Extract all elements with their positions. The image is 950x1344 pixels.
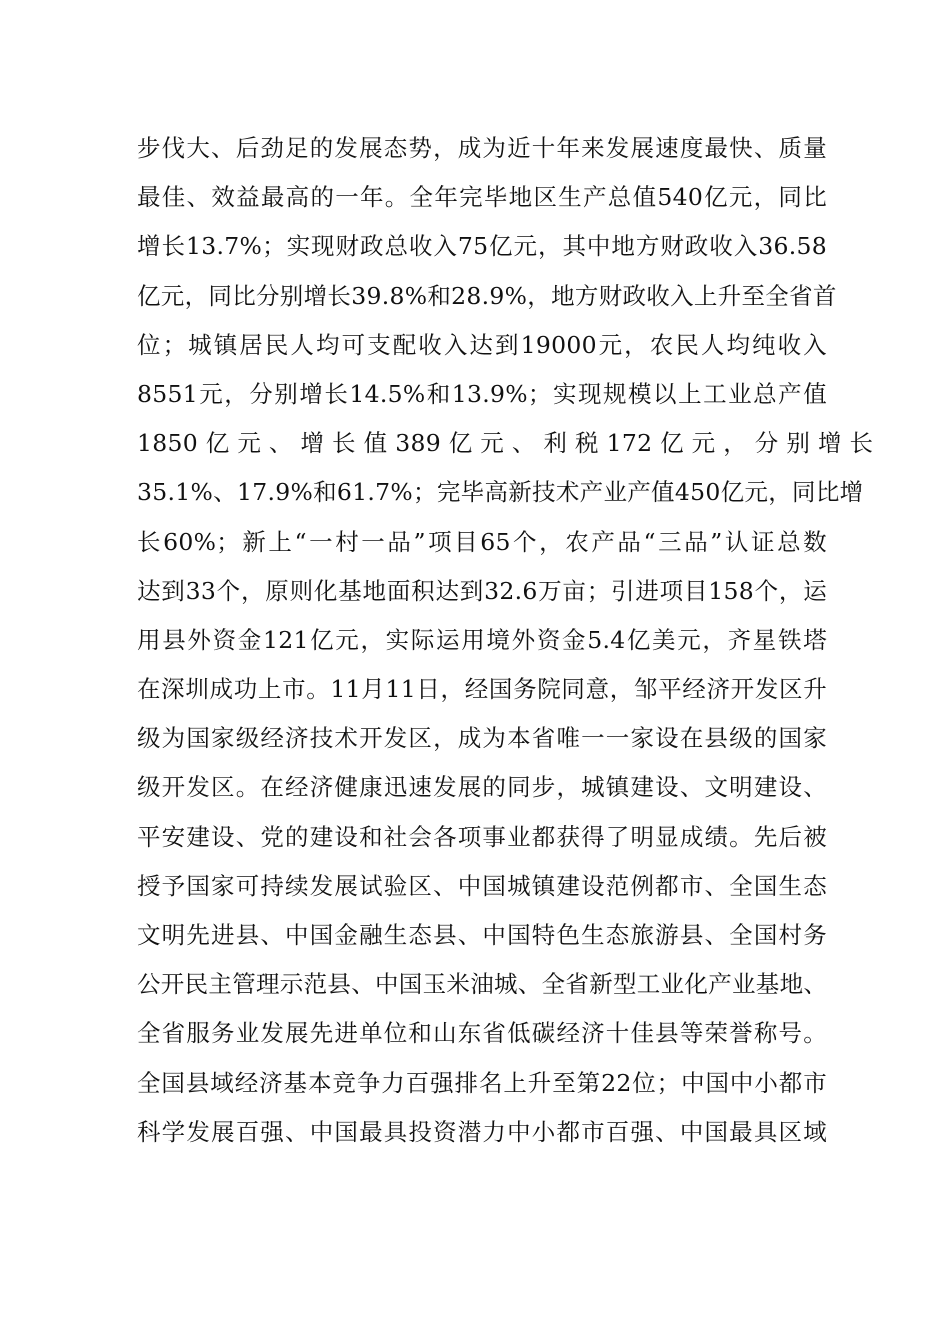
text-line: 长60%；新上“一村一品”项目65个，农产品“三品”认证总数 <box>137 527 827 556</box>
text-line: 文明先进县、中国金融生态县、中国特色生态旅游县、全国村务 <box>137 921 827 949</box>
text-line: 用县外资金121亿元，实际运用境外资金5.4亿美元，齐星铁塔 <box>137 625 827 654</box>
text-line: 最佳、效益最高的一年。全年完毕地区生产总值540亿元，同比 <box>137 183 827 212</box>
text-line: 科学发展百强、中国最具投资潜力中小都市百强、中国最具区域 <box>137 1117 827 1146</box>
text-line: 8551元，分别增长14.5%和13.9%；实现规模以上工业总产值 <box>137 379 827 408</box>
text-line: 位；城镇居民人均可支配收入达到19000元，农民人均纯收入 <box>137 330 827 359</box>
text-line: 全国县域经济基本竞争力百强排名上升至第22位；中国中小都市 <box>137 1068 827 1097</box>
text-line: 达到33个，原则化基地面积达到32.6万亩；引进项目158个，运 <box>137 576 827 605</box>
text-line: 增长13.7%；实现财政总收入75亿元，其中地方财政收入36.58 <box>137 232 827 261</box>
text-line: 公开民主管理示范县、中国玉米油城、全省新型工业化产业基地、 <box>137 970 828 999</box>
text-line: 步伐大、后劲足的发展态势，成为近十年来发展速度最快、质量 <box>137 134 827 162</box>
text-line: 平安建设、党的建设和社会各项事业都获得了明显成绩。先后被 <box>137 822 827 851</box>
body-paragraph <box>137 124 874 1157</box>
text-line: 授予国家可持续发展试验区、中国城镇建设范例都市、全国生态 <box>137 871 827 900</box>
text-line: 1850 亿 元 、 增 长 值 389 亿 元 、 利 税 172 亿 元 ， 分 别 增 长 <box>137 429 874 458</box>
text-line: 亿元，同比分别增长39.8%和28.9%，地方财政收入上升至全省首 <box>137 281 837 310</box>
text-line: 全省服务业发展先进单位和山东省低碳经济十佳县等荣誉称号。 <box>137 1019 827 1048</box>
text-line: 级开发区。在经济健康迅速发展的同步，城镇建设、文明建设、 <box>137 773 827 802</box>
text-line: 在深圳成功上市。11月11日，经国务院同意，邹平经济开发区升 <box>137 675 827 704</box>
text-line: 级为国家级经济技术开发区，成为本省唯一一家设在县级的国家 <box>137 724 827 753</box>
text-line: 35.1%、17.9%和61.7%；完毕高新技术产业产值450亿元，同比增 <box>137 478 864 507</box>
